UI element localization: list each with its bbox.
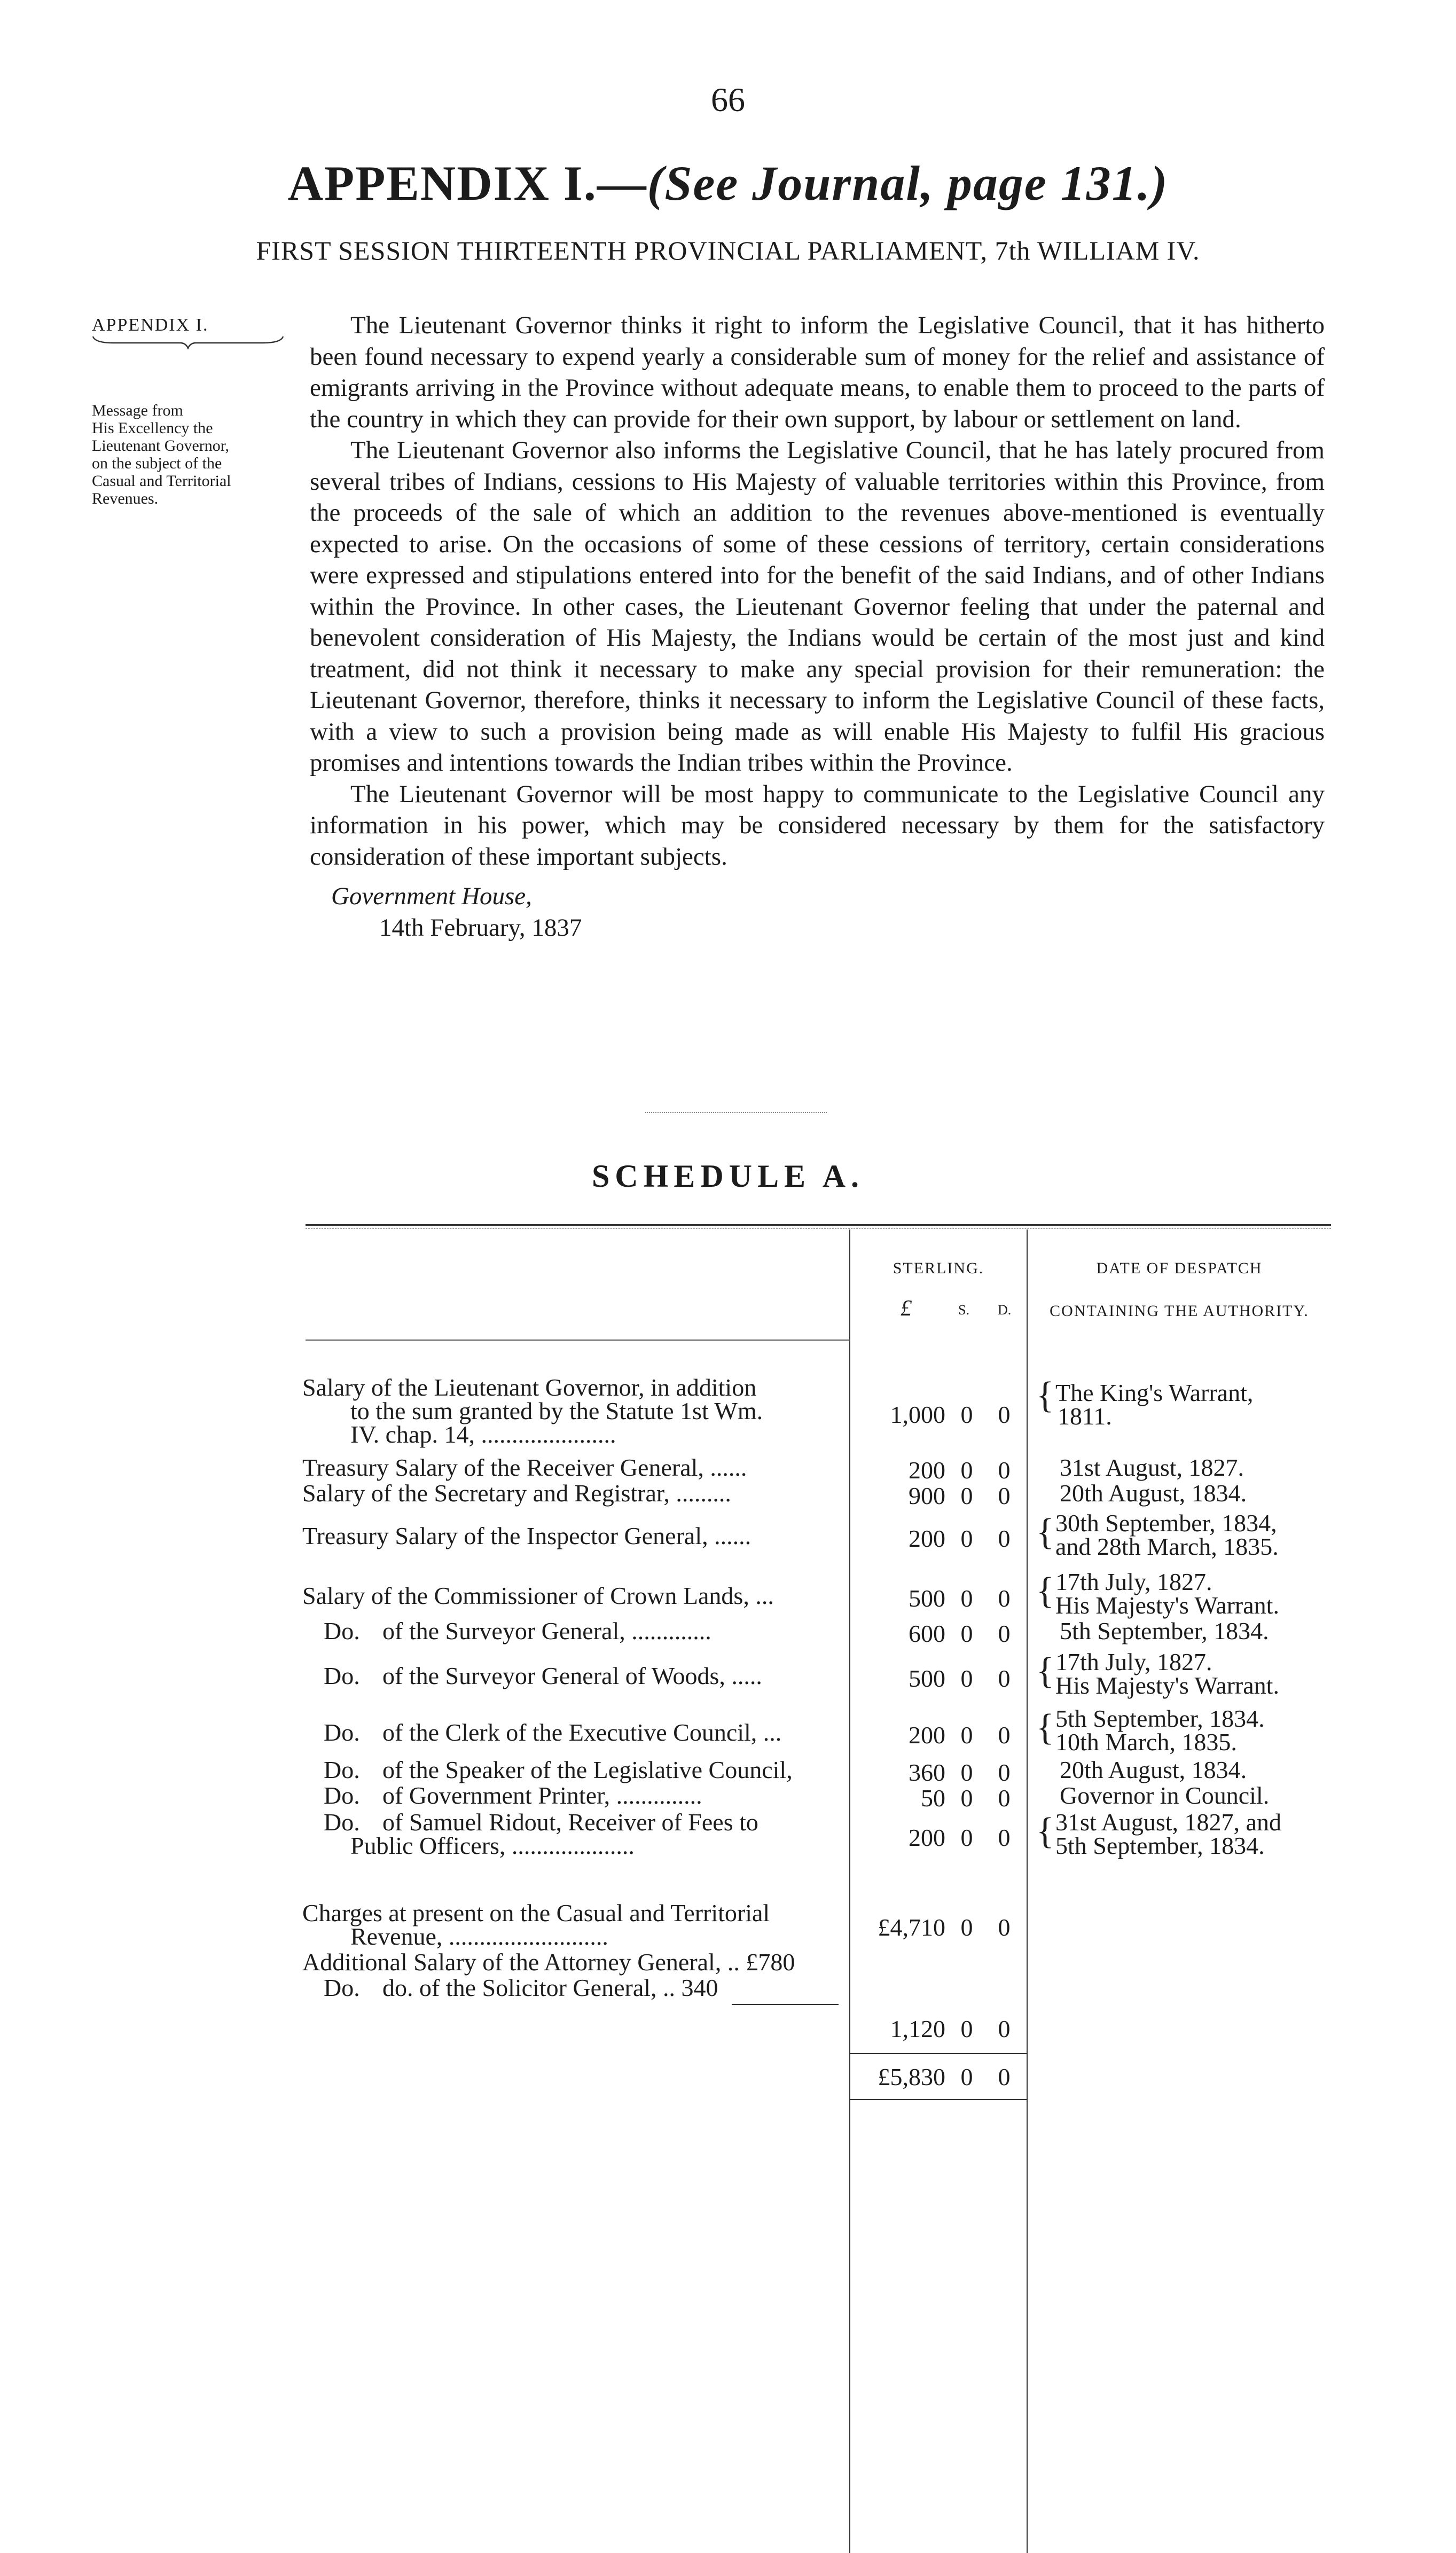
desc-line: IV. chap. 14, ......................: [350, 1421, 616, 1448]
date-line: and 28th March, 1835.: [1055, 1533, 1279, 1560]
session-subtitle: FIRST SESSION THIRTEENTH PROVINCIAL PARLIAMENT, 7th WILLIAM IV.: [256, 236, 1200, 265]
despatch-date: [1036, 1707, 1335, 1754]
row-description: [302, 1758, 836, 1782]
ditto-prefix: Do.: [324, 1756, 360, 1783]
amount-pounds: 50: [921, 1784, 945, 1812]
date-line: 17th July, 1827.: [1055, 1648, 1212, 1675]
desc-line: of the Speaker of the Legislative Council,: [382, 1756, 793, 1783]
desc-line: Public Officers, ....................: [350, 1832, 635, 1859]
amount-shillings: 0: [960, 1620, 973, 1647]
amount-pounds: 200: [909, 1525, 945, 1552]
amount-pounds: 1,000: [890, 1401, 945, 1428]
header-sterling: STERLING.: [893, 1259, 984, 1277]
amount-shillings: 0: [960, 1665, 973, 1692]
ditto-prefix: Do.: [324, 1974, 360, 2001]
grand-pence: 0: [998, 2063, 1011, 2090]
brace-icon: {: [1036, 1375, 1054, 1416]
amount-shillings: 0: [960, 1784, 973, 1812]
amount-pence: 0: [998, 1620, 1011, 1647]
section-divider: [645, 1112, 827, 1113]
solicitor-label: [302, 1976, 836, 2000]
grand-total-rule: [850, 2053, 1027, 2054]
margin-message-note: [92, 402, 295, 507]
amount-pence: 0: [998, 1525, 1011, 1552]
desc-line: Revenue, ..........................: [350, 1923, 608, 1950]
amount-pence: 0: [998, 1759, 1011, 1786]
amount-pounds: 500: [909, 1585, 945, 1612]
amount-shillings: 0: [960, 1824, 973, 1851]
despatch-date: 20th August, 1834.: [1060, 1756, 1247, 1783]
brace-icon: {: [1036, 1512, 1054, 1553]
despatch-date: 31st August, 1827.: [1060, 1454, 1244, 1481]
desc-line: of Government Printer, ..............: [382, 1782, 702, 1809]
ditto-prefix: Do.: [324, 1617, 360, 1644]
row-description: [302, 1619, 836, 1643]
appendix-title-ref: (See Journal, page 131.): [647, 156, 1169, 210]
row-description: Salary of the Secretary and Registrar, .........: [302, 1479, 731, 1507]
charges-amount: £4,710: [878, 1914, 945, 1941]
header-pound: £: [901, 1296, 912, 1321]
row-description: [302, 1808, 836, 1859]
amount-pence: 0: [998, 1824, 1011, 1851]
schedule-title: SCHEDULE A.: [591, 1158, 865, 1194]
date-line: 17th July, 1827.: [1055, 1568, 1212, 1595]
row-description: [302, 1664, 836, 1688]
amount-shillings: 0: [960, 1482, 973, 1509]
header-pence: D.: [998, 1302, 1012, 1318]
row-description: Treasury Salary of the Inspector General, ......: [302, 1522, 752, 1549]
paragraph: The Lieutenant Governor thinks it right to inform the Legislative Council, that it has hitherto been found necessary to expend yearly a considerable sum of money for the relief and assistance of emigrants arriving in the Province without adequate means, to enable them to proceed to the parts of the country in which they can provide for their own support, by labour or settlement on land.: [310, 311, 1325, 433]
despatch-date: [1036, 1808, 1335, 1859]
amount-pence: 0: [998, 1585, 1011, 1612]
amount-shillings: 0: [960, 1456, 973, 1484]
desc-line: of Samuel Ridout, Receiver of Fees to: [382, 1808, 758, 1836]
ditto-prefix: Do.: [324, 1719, 360, 1746]
column-divider: [1027, 1229, 1028, 2553]
table-top-rule: [306, 1224, 1331, 1226]
margin-message-line: on the subject of the: [92, 455, 222, 472]
header-shilling: S.: [958, 1302, 969, 1318]
despatch-date: [1036, 1509, 1335, 1560]
brace-icon: {: [1036, 1570, 1054, 1611]
despatch-date: [1036, 1650, 1335, 1697]
margin-message-line: Revenues.: [92, 490, 159, 507]
charges-shillings: 0: [960, 1914, 973, 1941]
amount-pounds: 500: [909, 1665, 945, 1692]
amount-pence: 0: [998, 1482, 1011, 1509]
amount-pence: 0: [998, 1784, 1011, 1812]
signature-date: 14th February, 1837: [379, 913, 582, 942]
row-description: [302, 1784, 836, 1807]
desc-line: Charges at present on the Casual and Territorial: [302, 1899, 770, 1927]
date-line: 5th September, 1834.: [1055, 1705, 1265, 1732]
row-description: Treasury Salary of the Receiver General, ......: [302, 1454, 747, 1481]
despatch-date: 20th August, 1834.: [1060, 1479, 1247, 1507]
amount-pounds: 600: [909, 1620, 945, 1647]
grand-amount: £5,830: [878, 2063, 945, 2090]
desc-line: of the Clerk of the Executive Council, ...: [382, 1719, 782, 1746]
desc-line: to the sum granted by the Statute 1st Wm.: [350, 1397, 763, 1424]
amount-shillings: 0: [960, 1721, 973, 1749]
despatch-date: [1036, 1381, 1335, 1428]
date-line: His Majesty's Warrant.: [1055, 1592, 1279, 1619]
appendix-title-main: APPENDIX I.—: [287, 156, 647, 210]
margin-appendix-label: APPENDIX I.: [92, 315, 209, 335]
amount-shillings: 0: [960, 1759, 973, 1786]
row-description: [302, 1376, 836, 1446]
brace-icon: {: [1036, 1811, 1054, 1852]
amount-pence: 0: [998, 1665, 1011, 1692]
additional-pence: 0: [998, 2015, 1011, 2042]
message-body: [310, 310, 1325, 943]
brace-icon: {: [1036, 1707, 1054, 1748]
amount-pounds: 200: [909, 1456, 945, 1484]
subtotal-rule: [732, 2004, 839, 2005]
amount-pounds: 360: [909, 1759, 945, 1786]
charges-pence: 0: [998, 1914, 1011, 1941]
date-line: 1811.: [1058, 1403, 1112, 1430]
desc-line: Salary of the Lieutenant Governor, in addition: [302, 1374, 757, 1401]
ditto-prefix: Do.: [324, 1662, 360, 1689]
amount-shillings: 0: [960, 1525, 973, 1552]
signature-place: Government House,: [331, 882, 532, 910]
ditto-prefix: Do.: [324, 1808, 360, 1836]
additional-amount: 1,120: [890, 2015, 945, 2042]
date-line: 10th March, 1835.: [1055, 1728, 1237, 1756]
margin-message-line: His Excellency the: [92, 419, 213, 437]
row-description: [302, 1721, 836, 1744]
brace-icon: {: [1036, 1650, 1054, 1691]
date-line: 5th September, 1834.: [1055, 1832, 1265, 1859]
date-line: 31st August, 1827, and: [1055, 1808, 1281, 1836]
amount-pounds: 200: [909, 1721, 945, 1749]
despatch-date: 5th September, 1834.: [1060, 1617, 1269, 1644]
header-rule: [306, 1340, 850, 1341]
desc-line: of the Surveyor General of Woods, .....: [382, 1662, 762, 1689]
grand-total-bottom-rule: [850, 2099, 1027, 2100]
charges-label: [302, 1901, 836, 1948]
margin-message-line: Message from: [92, 402, 183, 419]
amount-shillings: 0: [960, 1585, 973, 1612]
attorney-label: Additional Salary of the Attorney General, .. £780: [302, 1948, 795, 1976]
despatch-date: Governor in Council.: [1060, 1782, 1270, 1809]
date-line: His Majesty's Warrant.: [1055, 1672, 1279, 1699]
amount-pence: 0: [998, 1721, 1011, 1749]
header-containing-authority: CONTAINING THE AUTHORITY.: [1050, 1302, 1309, 1320]
row-description: Salary of the Commissioner of Crown Lands, ...: [302, 1582, 774, 1609]
grand-shillings: 0: [960, 2063, 973, 2090]
header-date-despatch: DATE OF DESPATCH: [1096, 1259, 1263, 1277]
amount-pence: 0: [998, 1401, 1011, 1428]
desc-line: do. of the Solicitor General, .. 340: [382, 1974, 718, 2001]
paragraph: The Lieutenant Governor also informs the Legislative Council, that he has lately procured from several tribes of Indians, cessions to His Majesty of valuable territories within this Province, from the proceeds of the sale of which an addition to the revenues above-mentioned is eventually expected to arise. On the occasions of some of these cessions of territory, certain considerations were expressed and stipulations entered into for the benefit of the said Indians, and of other Indians within the Province. In other cases, the Lieutenant Governor feeling that under the paternal and benevolent consideration of His Majesty, the Indians would be certain of the most just and kind treatment, did not think it necessary to make any special provision for their remuneration: the Lieutenant Governor, therefore, thinks it necessary to inform the Legislative Council of these facts, with a view to such a provision being made as will enable His Majesty to fulfil His gracious promises and intentions towards the Indian tribes within the Province.: [310, 436, 1325, 777]
ditto-prefix: Do.: [324, 1782, 360, 1809]
despatch-date: [1036, 1570, 1335, 1617]
desc-line: of the Surveyor General, .............: [382, 1617, 711, 1644]
appendix-title: [0, 155, 1456, 212]
amount-pence: 0: [998, 1456, 1011, 1484]
date-line: The King's Warrant,: [1055, 1379, 1254, 1406]
table-top-rule-secondary: [306, 1228, 1331, 1229]
margin-message-line: Casual and Territorial: [92, 472, 231, 490]
amount-shillings: 0: [960, 1401, 973, 1428]
amount-pounds: 900: [909, 1482, 945, 1509]
page-number: 66: [711, 81, 745, 119]
margin-message-line: Lieutenant Governor,: [92, 437, 230, 455]
amount-pounds: 200: [909, 1824, 945, 1851]
date-line: 30th September, 1834,: [1055, 1509, 1277, 1537]
additional-shillings: 0: [960, 2015, 973, 2042]
margin-brace-icon: [92, 335, 284, 349]
paragraph: The Lieutenant Governor will be most happy to communicate to the Legislative Council any information in his power, which may be considered necessary by them for the satisfactory consideration of these important subjects.: [310, 780, 1325, 871]
